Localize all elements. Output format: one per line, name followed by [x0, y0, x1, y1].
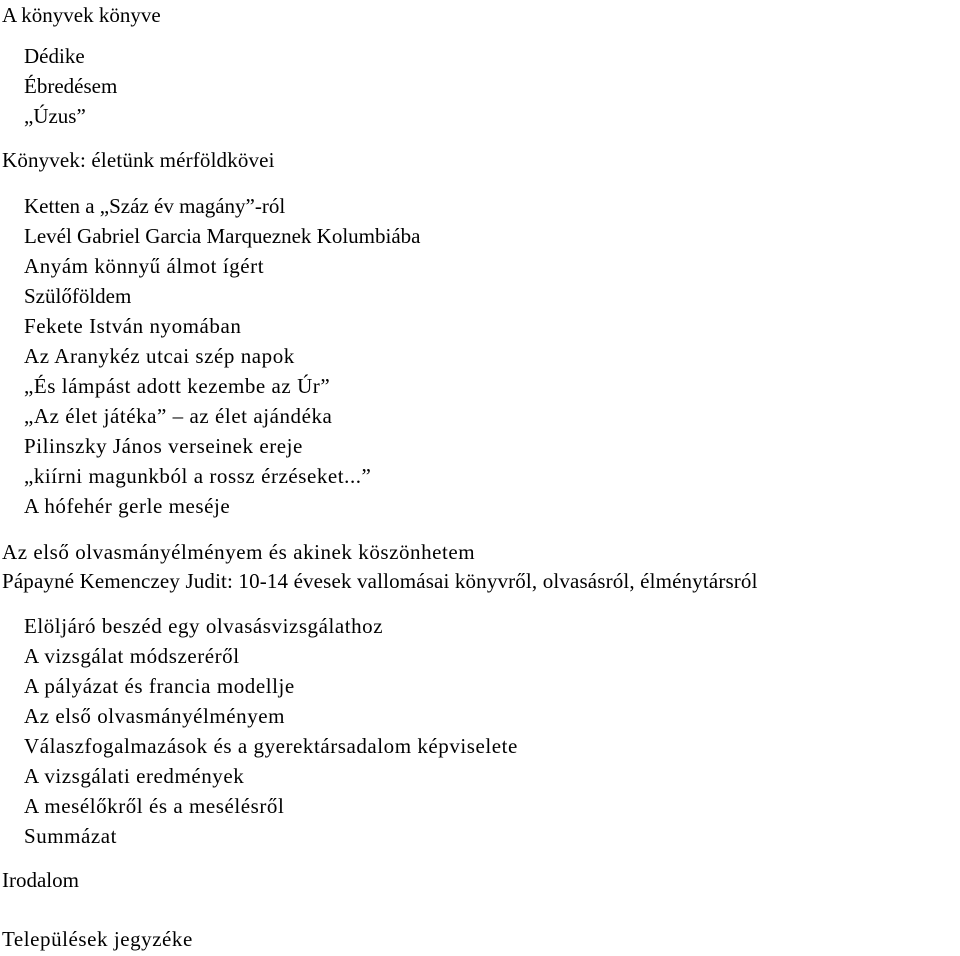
toc-item: Dédike [24, 44, 85, 68]
toc-item: Pilinszky János verseinek ereje [24, 434, 303, 458]
toc-section-title: Az első olvasmányélményem és akinek köszönhetem [2, 540, 476, 564]
toc-item: Az első olvasmányélményem [24, 704, 286, 728]
toc-item: A vizsgálat módszeréről [24, 644, 240, 668]
toc-item: „Az élet játéka” – az élet ajándéka [24, 404, 333, 428]
toc-item: Fekete István nyomában [24, 314, 242, 338]
toc-item: A hófehér gerle meséje [24, 494, 231, 518]
toc-item: Elöljáró beszéd egy olvasásvizsgálathoz [24, 614, 384, 638]
toc-item: Az Aranykéz utcai szép napok [24, 344, 295, 368]
toc-item: Summázat [24, 824, 118, 848]
toc-item: „kiírni magunkból a rossz érzéseket...” [24, 464, 372, 488]
toc-item: Ketten a „Száz év magány”-ról [24, 194, 286, 218]
toc-item: „És lámpást adott kezembe az Úr” [24, 374, 331, 398]
toc-title: A könyvek könyve [2, 3, 161, 27]
toc-item: A pályázat és francia modellje [24, 674, 295, 698]
toc-item: Anyám könnyű álmot ígért [24, 254, 265, 278]
toc-item: A vizsgálati eredmények [24, 764, 245, 788]
toc-item: Ébredésem [24, 74, 118, 98]
toc-item: A mesélőkről és a mesélésről [24, 794, 285, 818]
toc-section-title: Irodalom [2, 868, 79, 892]
toc-item: „Úzus” [24, 104, 86, 128]
toc-item: Szülőföldem [24, 284, 132, 308]
toc-section-title: Pápayné Kemenczey Judit: 10-14 évesek vallomásai könyvről, olvasásról, élménytársról [2, 569, 758, 593]
toc-section-title: Települések jegyzéke [2, 927, 193, 951]
toc-section-title: Könyvek: életünk mérföldkövei [2, 148, 275, 172]
toc-item: Válaszfogalmazások és a gyerektársadalom képviselete [24, 734, 518, 758]
toc-item: Levél Gabriel Garcia Marqueznek Kolumbiába [24, 224, 421, 248]
